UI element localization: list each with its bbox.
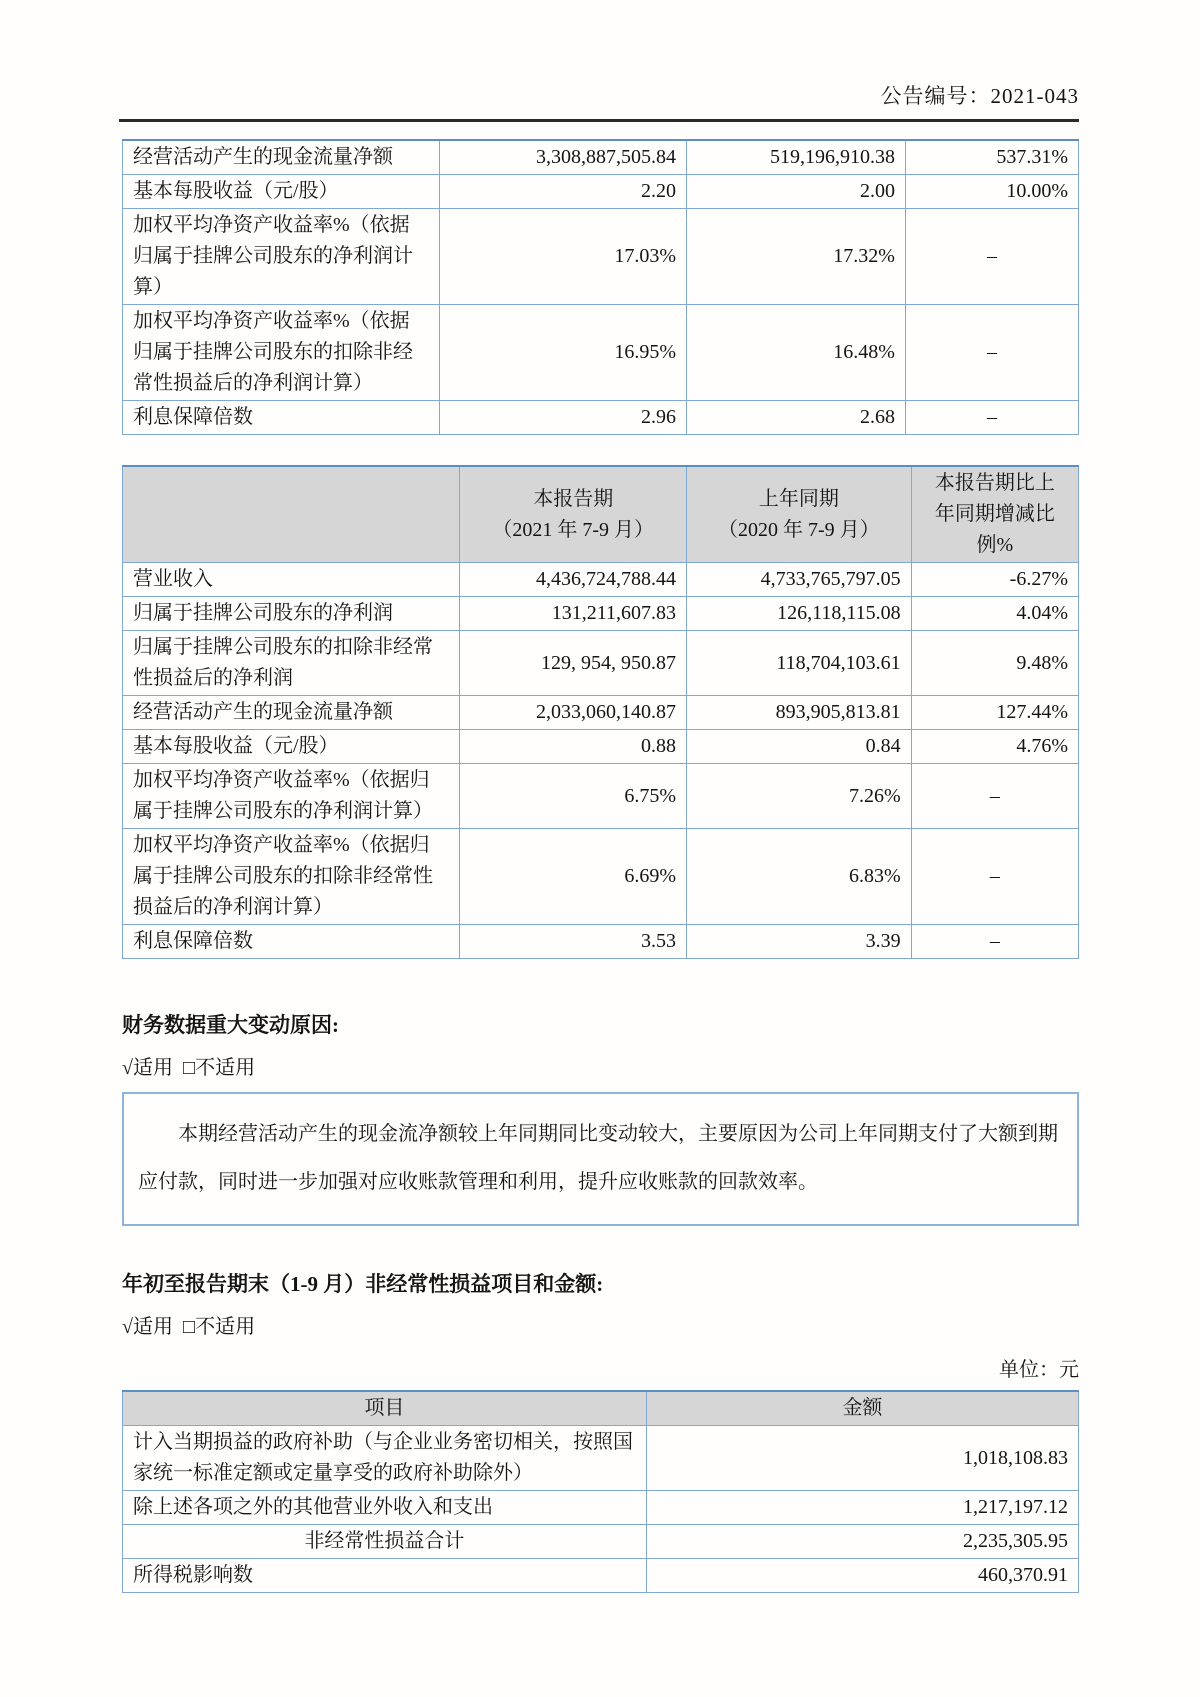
row-label-cell: 加权平均净资产收益率%（依据归属于挂牌公司股东的扣除非经常性损益后的净利润计算） [123,305,440,401]
amount-cell: 2,235,305.95 [646,1525,1078,1559]
prior-period-cell: 3.39 [687,925,912,959]
non-recurring-heading: 年初至报告期末（1-9 月）非经常性损益项目和金额: [122,1272,604,1296]
change-cell: – [911,764,1078,829]
row-label-cell: 基本每股收益（元/股） [123,175,440,209]
prior-period-header [687,466,912,563]
header-line: 上年同期 [758,487,839,510]
header-rule [119,119,1079,122]
doc-number: 公告编号：2021-043 [880,84,1079,108]
summary-table [122,139,1079,435]
table-row [123,764,1079,829]
prior-period-cell: 893,905,813.81 [687,696,912,730]
not-applicable-checkbox: □不适用 [182,1057,256,1079]
current-period-cell: 2.20 [440,175,687,209]
amount-cell: 1,018,108.83 [646,1426,1078,1491]
row-label-cell: 利息保障倍数 [123,401,440,435]
change-cell: – [905,401,1078,435]
table-row [123,209,1079,305]
row-label-cell: 所得税影响数 [123,1559,647,1593]
change-cell: – [911,925,1078,959]
table-row [123,696,1079,730]
current-period-cell: 3,308,887,505.84 [440,140,687,175]
current-period-cell: 3.53 [460,925,687,959]
amount-header-cell: 金额 [646,1391,1078,1426]
table-header-row [123,466,1079,563]
header-line: 本报告期比上 [934,472,1055,494]
table-row [123,631,1079,696]
table-row [123,829,1079,925]
applicability-line [122,1310,1079,1339]
row-label-cell: 利息保障倍数 [123,925,460,959]
current-period-cell: 0.88 [460,730,687,764]
empty-header-cell [123,466,460,563]
applicable-check: √适用 [122,1057,173,1079]
item-header-cell: 项目 [123,1391,647,1426]
row-label-cell: 归属于挂牌公司股东的净利润 [123,597,460,631]
table-header-row [123,1391,1079,1426]
current-period-cell: 4,436,724,788.44 [460,563,687,597]
header-line: 年同期增减比 [934,503,1055,525]
table-row [123,563,1079,597]
row-label-cell: 基本每股收益（元/股） [123,730,460,764]
change-cell: 10.00% [905,175,1078,209]
current-period-header [460,466,687,563]
current-period-cell: 6.75% [460,764,687,829]
table-row [123,175,1079,209]
prior-period-cell: 6.83% [687,829,912,925]
prior-period-cell: 2.00 [687,175,906,209]
table-row [123,1426,1079,1491]
header-line: （2021 年 7-9 月） [492,518,655,541]
current-period-cell: 17.03% [440,209,687,305]
table-row [123,401,1079,435]
change-ratio-header [911,466,1078,563]
prior-period-cell: 2.68 [687,401,906,435]
row-label-cell: 营业收入 [123,563,460,597]
prior-period-cell: 0.84 [687,730,912,764]
row-label-cell: 计入当期损益的政府补助（与企业业务密切相关，按照国家统一标准定额或定量享受的政府补助除外） [123,1426,647,1491]
change-cell: 537.31% [905,140,1078,175]
row-label-cell: 加权平均净资产收益率%（依据归属于挂牌公司股东的扣除非经常性损益后的净利润计算） [123,829,460,925]
table-row-total [123,1525,1079,1559]
change-cell: 4.76% [911,730,1078,764]
table-row [123,730,1079,764]
change-cell: -6.27% [911,563,1078,597]
header-line: 例% [976,534,1014,556]
table-row [123,1559,1079,1593]
change-cell: 127.44% [911,696,1078,730]
change-cell: – [905,305,1078,401]
page-content [122,139,1079,1593]
table-row [123,305,1079,401]
applicability-line [122,1051,1079,1080]
header-line: （2020 年 7-9 月） [718,518,880,541]
row-label-cell: 经营活动产生的现金流量净额 [123,696,460,730]
table-row [123,597,1079,631]
prior-period-cell: 16.48% [687,305,906,401]
row-label-cell: 加权平均净资产收益率%（依据归属于挂牌公司股东的净利润计算） [123,764,460,829]
table-row [123,140,1079,175]
prior-period-cell: 126,118,115.08 [687,597,912,631]
amount-cell: 1,217,197.12 [646,1491,1078,1525]
change-reason-box: 本期经营活动产生的现金流净额较上年同期同比变动较大，主要原因为公司上年同期支付了大额到期应付款，同时进一步加强对应收账款管理和利用，提升应收账款的回款效率。 [122,1092,1079,1226]
prior-period-cell: 17.32% [687,209,906,305]
prior-period-cell: 118,704,103.61 [687,631,912,696]
not-applicable-checkbox: □不适用 [182,1316,256,1338]
current-period-cell: 129, 954, 950.87 [460,631,687,696]
total-label-cell: 非经常性损益合计 [123,1525,647,1559]
current-period-cell: 6.69% [460,829,687,925]
row-label-cell: 经营活动产生的现金流量净额 [123,140,440,175]
prior-period-cell: 519,196,910.38 [687,140,906,175]
change-cell: 4.04% [911,597,1078,631]
quarter-comparison-table [122,465,1079,959]
applicable-check: √适用 [122,1316,173,1338]
amount-cell: 460,370.91 [646,1559,1078,1593]
current-period-cell: 16.95% [440,305,687,401]
table-row [123,1491,1079,1525]
table-row [123,925,1079,959]
prior-period-cell: 4,733,765,797.05 [687,563,912,597]
header-line: 本报告期 [533,487,614,510]
current-period-cell: 131,211,607.83 [460,597,687,631]
change-reason-heading: 财务数据重大变动原因: [122,1013,339,1037]
change-cell: – [911,829,1078,925]
row-label-cell: 除上述各项之外的其他营业外收入和支出 [123,1491,647,1525]
current-period-cell: 2,033,060,140.87 [460,696,687,730]
current-period-cell: 2.96 [440,401,687,435]
change-cell: – [905,209,1078,305]
prior-period-cell: 7.26% [687,764,912,829]
unit-label: 单位：元 [999,1359,1079,1381]
change-cell: 9.48% [911,631,1078,696]
row-label-cell: 归属于挂牌公司股东的扣除非经常性损益后的净利润 [123,631,460,696]
non-recurring-items-table [122,1390,1079,1593]
row-label-cell: 加权平均净资产收益率%（依据归属于挂牌公司股东的净利润计算） [123,209,440,305]
